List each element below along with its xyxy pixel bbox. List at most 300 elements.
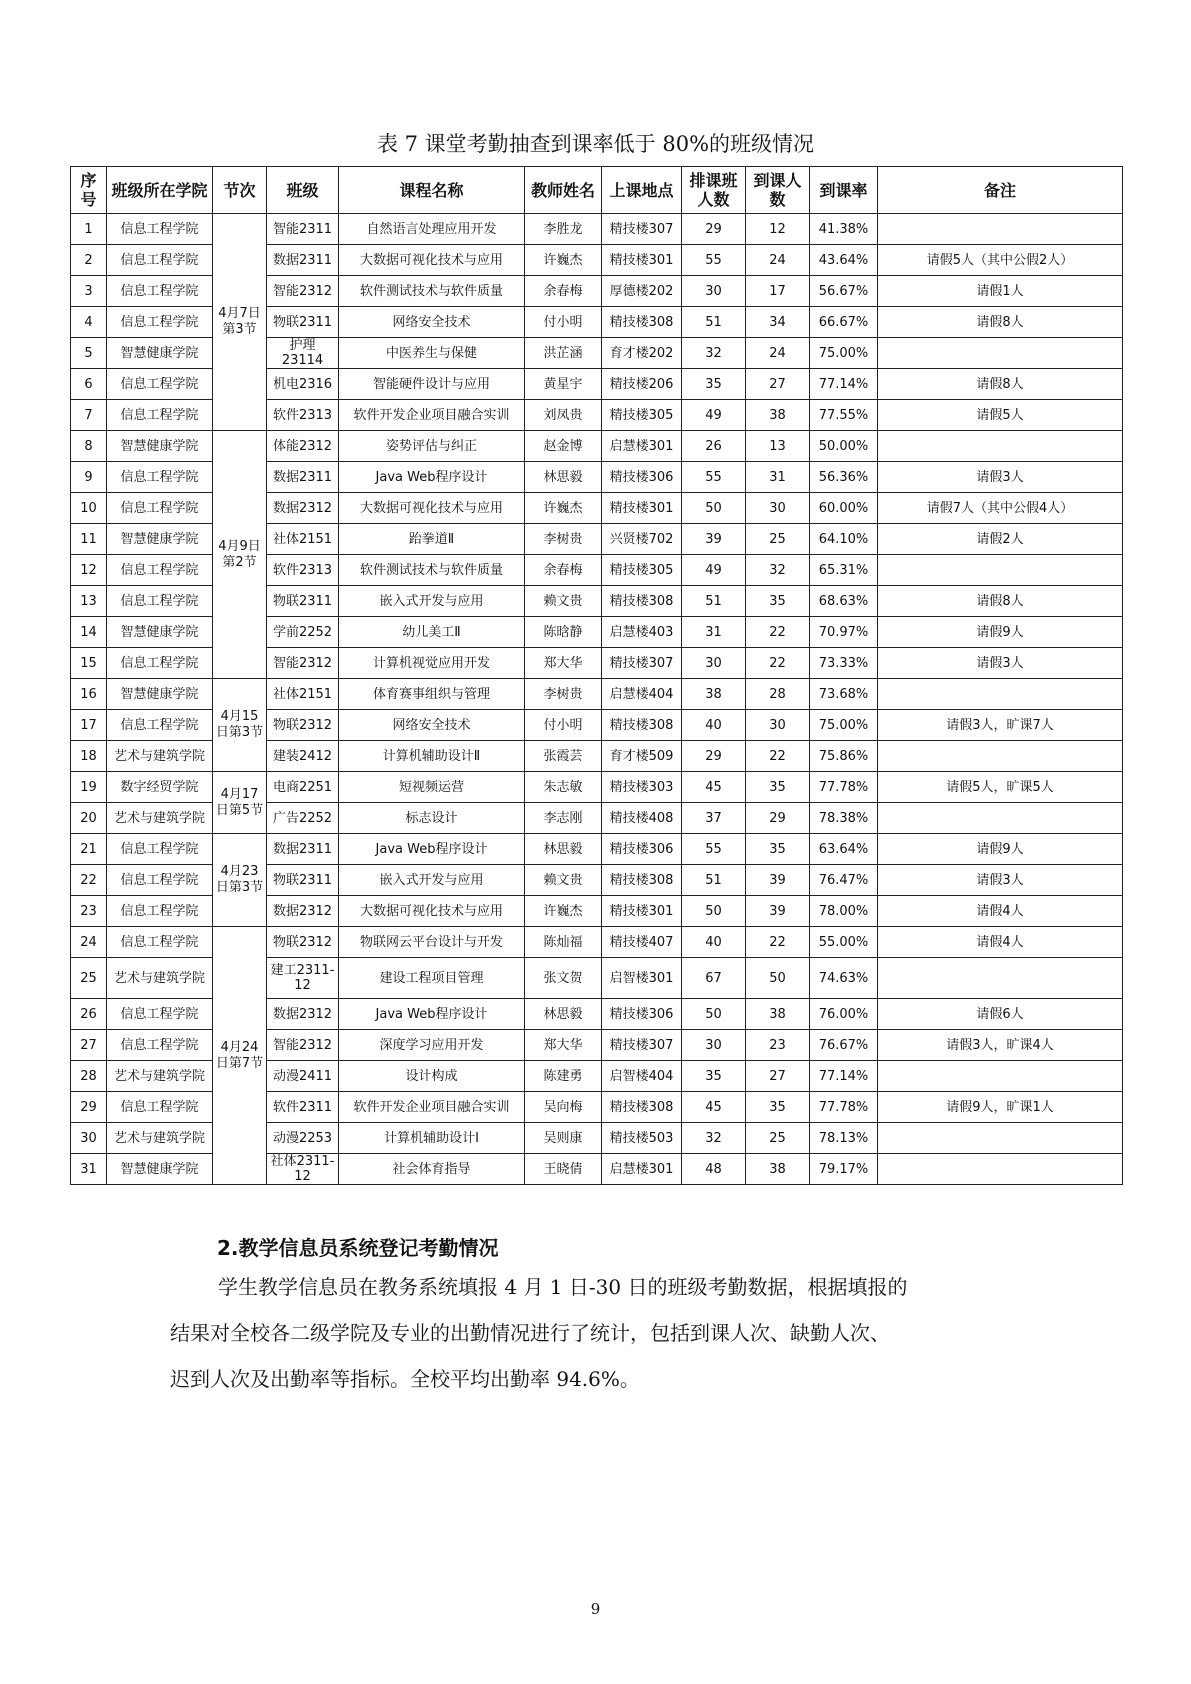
cell-teacher: 林思毅 bbox=[525, 834, 602, 865]
cell-college: 信息工程学院 bbox=[107, 493, 213, 524]
cell-location: 精技楼308 bbox=[602, 1092, 682, 1123]
cell-present: 25 bbox=[746, 1123, 810, 1154]
cell-rate: 77.14% bbox=[810, 369, 878, 400]
cell-rate: 66.67% bbox=[810, 307, 878, 338]
cell-note: 请假3人 bbox=[878, 865, 1123, 896]
cell-note: 请假3人，旷课4人 bbox=[878, 1030, 1123, 1061]
cell-location: 精技楼306 bbox=[602, 999, 682, 1030]
cell-course: Java Web程序设计 bbox=[339, 834, 525, 865]
cell-location: 精技楼307 bbox=[602, 648, 682, 679]
cell-teacher: 余春梅 bbox=[525, 276, 602, 307]
cell-present: 27 bbox=[746, 369, 810, 400]
cell-present: 35 bbox=[746, 586, 810, 617]
cell-rate: 50.00% bbox=[810, 431, 878, 462]
attendance-table bbox=[70, 166, 1123, 1185]
cell-scheduled: 51 bbox=[682, 307, 746, 338]
cell-class: 学前2252 bbox=[267, 617, 339, 648]
cell-present: 30 bbox=[746, 493, 810, 524]
cell-note: 请假8人 bbox=[878, 369, 1123, 400]
cell-seq: 15 bbox=[71, 648, 107, 679]
cell-scheduled: 35 bbox=[682, 1061, 746, 1092]
cell-college: 信息工程学院 bbox=[107, 1030, 213, 1061]
cell-course: 大数据可视化技术与应用 bbox=[339, 493, 525, 524]
cell-rate: 78.13% bbox=[810, 1123, 878, 1154]
cell-note: 请假3人 bbox=[878, 462, 1123, 493]
cell-note bbox=[878, 431, 1123, 462]
cell-scheduled: 55 bbox=[682, 462, 746, 493]
section-heading: 2.教学信息员系统登记考勤情况 bbox=[217, 1236, 499, 1260]
cell-course: 跆拳道Ⅱ bbox=[339, 524, 525, 555]
cell-teacher: 赖文贵 bbox=[525, 865, 602, 896]
cell-seq: 2 bbox=[71, 245, 107, 276]
cell-teacher: 王晓倩 bbox=[525, 1154, 602, 1185]
cell-rate: 76.67% bbox=[810, 1030, 878, 1061]
cell-location: 育才楼509 bbox=[602, 741, 682, 772]
cell-class: 护理23114 bbox=[267, 338, 339, 369]
cell-seq: 7 bbox=[71, 400, 107, 431]
cell-class: 社体2151 bbox=[267, 679, 339, 710]
cell-location: 精技楼307 bbox=[602, 1030, 682, 1061]
cell-teacher: 陈建勇 bbox=[525, 1061, 602, 1092]
cell-college: 艺术与建筑学院 bbox=[107, 803, 213, 834]
cell-scheduled: 29 bbox=[682, 214, 746, 245]
cell-teacher: 郑大华 bbox=[525, 1030, 602, 1061]
cell-college: 智慧健康学院 bbox=[107, 679, 213, 710]
cell-rate: 64.10% bbox=[810, 524, 878, 555]
cell-present: 31 bbox=[746, 462, 810, 493]
cell-scheduled: 40 bbox=[682, 927, 746, 958]
cell-location: 精技楼206 bbox=[602, 369, 682, 400]
cell-note: 请假9人 bbox=[878, 617, 1123, 648]
cell-note bbox=[878, 214, 1123, 245]
cell-location: 育才楼202 bbox=[602, 338, 682, 369]
page-number: 9 bbox=[590, 1600, 601, 1618]
cell-teacher: 吴则康 bbox=[525, 1123, 602, 1154]
paragraph-line: 结果对全校各二级学院及专业的出勤情况进行了统计，包括到课人次、缺勤人次、 bbox=[170, 1321, 890, 1345]
cell-scheduled: 30 bbox=[682, 1030, 746, 1061]
cell-course: 软件测试技术与软件质量 bbox=[339, 276, 525, 307]
header-class: 班级 bbox=[267, 167, 339, 214]
cell-class: 物联2312 bbox=[267, 710, 339, 741]
cell-rate: 77.55% bbox=[810, 400, 878, 431]
cell-present: 28 bbox=[746, 679, 810, 710]
cell-present: 38 bbox=[746, 999, 810, 1030]
cell-college: 信息工程学院 bbox=[107, 1092, 213, 1123]
cell-present: 34 bbox=[746, 307, 810, 338]
cell-location: 厚德楼202 bbox=[602, 276, 682, 307]
cell-course: 嵌入式开发与应用 bbox=[339, 865, 525, 896]
cell-class: 动漫2411 bbox=[267, 1061, 339, 1092]
header-session: 节次 bbox=[213, 167, 267, 214]
cell-note: 请假4人 bbox=[878, 927, 1123, 958]
cell-class: 建工2311-12 bbox=[267, 958, 339, 999]
cell-college: 信息工程学院 bbox=[107, 999, 213, 1030]
cell-course: 标志设计 bbox=[339, 803, 525, 834]
cell-teacher: 林思毅 bbox=[525, 462, 602, 493]
cell-scheduled: 30 bbox=[682, 648, 746, 679]
cell-present: 39 bbox=[746, 896, 810, 927]
cell-class: 智能2311 bbox=[267, 214, 339, 245]
cell-rate: 75.86% bbox=[810, 741, 878, 772]
cell-rate: 75.00% bbox=[810, 338, 878, 369]
cell-rate: 76.00% bbox=[810, 999, 878, 1030]
cell-seq: 20 bbox=[71, 803, 107, 834]
cell-seq: 27 bbox=[71, 1030, 107, 1061]
cell-note: 请假9人 bbox=[878, 834, 1123, 865]
cell-present: 22 bbox=[746, 927, 810, 958]
cell-college: 智慧健康学院 bbox=[107, 1154, 213, 1185]
cell-rate: 77.78% bbox=[810, 772, 878, 803]
cell-rate: 77.14% bbox=[810, 1061, 878, 1092]
cell-seq: 1 bbox=[71, 214, 107, 245]
body-paragraph bbox=[170, 1264, 1030, 1402]
cell-present: 24 bbox=[746, 245, 810, 276]
cell-seq: 28 bbox=[71, 1061, 107, 1092]
cell-session: 4月7日第3节 bbox=[213, 214, 267, 431]
cell-location: 启智楼301 bbox=[602, 958, 682, 999]
cell-class: 软件2313 bbox=[267, 555, 339, 586]
cell-seq: 23 bbox=[71, 896, 107, 927]
cell-note: 请假6人 bbox=[878, 999, 1123, 1030]
cell-seq: 26 bbox=[71, 999, 107, 1030]
cell-rate: 68.63% bbox=[810, 586, 878, 617]
cell-course: 物联网云平台设计与开发 bbox=[339, 927, 525, 958]
cell-seq: 8 bbox=[71, 431, 107, 462]
cell-college: 信息工程学院 bbox=[107, 307, 213, 338]
cell-seq: 22 bbox=[71, 865, 107, 896]
cell-college: 智慧健康学院 bbox=[107, 617, 213, 648]
cell-note: 请假5人（其中公假2人） bbox=[878, 245, 1123, 276]
cell-present: 35 bbox=[746, 772, 810, 803]
cell-location: 精技楼305 bbox=[602, 400, 682, 431]
cell-scheduled: 39 bbox=[682, 524, 746, 555]
cell-scheduled: 32 bbox=[682, 1123, 746, 1154]
table-body bbox=[71, 214, 1123, 1185]
paragraph-line: 学生教学信息员在教务系统填报 4 月 1 日-30 日的班级考勤数据，根据填报的 bbox=[218, 1275, 908, 1299]
cell-course: 软件开发企业项目融合实训 bbox=[339, 1092, 525, 1123]
cell-class: 智能2312 bbox=[267, 1030, 339, 1061]
header-teacher: 教师姓名 bbox=[525, 167, 602, 214]
cell-college: 艺术与建筑学院 bbox=[107, 958, 213, 999]
cell-present: 17 bbox=[746, 276, 810, 307]
cell-note: 请假3人 bbox=[878, 648, 1123, 679]
cell-note bbox=[878, 1123, 1123, 1154]
cell-class: 数据2311 bbox=[267, 834, 339, 865]
cell-college: 信息工程学院 bbox=[107, 648, 213, 679]
cell-class: 物联2311 bbox=[267, 307, 339, 338]
cell-college: 信息工程学院 bbox=[107, 896, 213, 927]
cell-rate: 70.97% bbox=[810, 617, 878, 648]
cell-note bbox=[878, 803, 1123, 834]
cell-scheduled: 49 bbox=[682, 400, 746, 431]
cell-college: 智慧健康学院 bbox=[107, 431, 213, 462]
cell-class: 数据2312 bbox=[267, 999, 339, 1030]
cell-class: 物联2311 bbox=[267, 865, 339, 896]
cell-note: 请假5人 bbox=[878, 400, 1123, 431]
cell-teacher: 许巍杰 bbox=[525, 896, 602, 927]
cell-scheduled: 30 bbox=[682, 276, 746, 307]
table-title: 表 7 课堂考勤抽查到课率低于 80%的班级情况 bbox=[376, 132, 815, 156]
cell-course: 软件测试技术与软件质量 bbox=[339, 555, 525, 586]
cell-location: 精技楼306 bbox=[602, 834, 682, 865]
cell-seq: 11 bbox=[71, 524, 107, 555]
cell-seq: 30 bbox=[71, 1123, 107, 1154]
cell-class: 社体2151 bbox=[267, 524, 339, 555]
cell-note bbox=[878, 958, 1123, 999]
cell-note bbox=[878, 1061, 1123, 1092]
cell-rate: 73.68% bbox=[810, 679, 878, 710]
cell-teacher: 许巍杰 bbox=[525, 493, 602, 524]
cell-teacher: 许巍杰 bbox=[525, 245, 602, 276]
cell-seq: 19 bbox=[71, 772, 107, 803]
cell-location: 精技楼408 bbox=[602, 803, 682, 834]
cell-college: 信息工程学院 bbox=[107, 865, 213, 896]
cell-class: 软件2313 bbox=[267, 400, 339, 431]
cell-college: 信息工程学院 bbox=[107, 555, 213, 586]
cell-course: 大数据可视化技术与应用 bbox=[339, 245, 525, 276]
cell-seq: 29 bbox=[71, 1092, 107, 1123]
cell-college: 信息工程学院 bbox=[107, 834, 213, 865]
header-present: 到课人数 bbox=[746, 167, 810, 214]
cell-teacher: 张文贺 bbox=[525, 958, 602, 999]
cell-location: 精技楼308 bbox=[602, 307, 682, 338]
cell-class: 智能2312 bbox=[267, 276, 339, 307]
cell-present: 22 bbox=[746, 741, 810, 772]
cell-session: 4月24日第7节 bbox=[213, 927, 267, 1185]
cell-scheduled: 45 bbox=[682, 1092, 746, 1123]
cell-present: 24 bbox=[746, 338, 810, 369]
cell-note bbox=[878, 338, 1123, 369]
cell-present: 13 bbox=[746, 431, 810, 462]
cell-class: 数据2312 bbox=[267, 493, 339, 524]
cell-present: 25 bbox=[746, 524, 810, 555]
paragraph-line: 迟到人次及出勤率等指标。全校平均出勤率 94.6%。 bbox=[170, 1367, 640, 1391]
cell-college: 信息工程学院 bbox=[107, 369, 213, 400]
cell-class: 机电2316 bbox=[267, 369, 339, 400]
cell-seq: 9 bbox=[71, 462, 107, 493]
cell-class: 数据2312 bbox=[267, 896, 339, 927]
cell-college: 信息工程学院 bbox=[107, 462, 213, 493]
table-header bbox=[71, 167, 1123, 214]
cell-course: 中医养生与保健 bbox=[339, 338, 525, 369]
cell-note: 请假7人（其中公假4人） bbox=[878, 493, 1123, 524]
cell-college: 艺术与建筑学院 bbox=[107, 741, 213, 772]
cell-present: 39 bbox=[746, 865, 810, 896]
cell-scheduled: 45 bbox=[682, 772, 746, 803]
cell-course: Java Web程序设计 bbox=[339, 999, 525, 1030]
cell-teacher: 李树贵 bbox=[525, 524, 602, 555]
cell-seq: 21 bbox=[71, 834, 107, 865]
cell-class: 电商2251 bbox=[267, 772, 339, 803]
cell-college: 信息工程学院 bbox=[107, 245, 213, 276]
cell-college: 信息工程学院 bbox=[107, 276, 213, 307]
cell-seq: 3 bbox=[71, 276, 107, 307]
cell-course: 计算机视觉应用开发 bbox=[339, 648, 525, 679]
cell-course: 网络安全技术 bbox=[339, 307, 525, 338]
cell-present: 38 bbox=[746, 400, 810, 431]
cell-seq: 4 bbox=[71, 307, 107, 338]
cell-note: 请假9人，旷课1人 bbox=[878, 1092, 1123, 1123]
cell-course: 计算机辅助设计Ⅱ bbox=[339, 741, 525, 772]
cell-location: 启慧楼301 bbox=[602, 1154, 682, 1185]
cell-course: 深度学习应用开发 bbox=[339, 1030, 525, 1061]
cell-present: 35 bbox=[746, 1092, 810, 1123]
cell-rate: 78.00% bbox=[810, 896, 878, 927]
cell-course: 体育赛事组织与管理 bbox=[339, 679, 525, 710]
header-rate: 到课率 bbox=[810, 167, 878, 214]
cell-teacher: 余春梅 bbox=[525, 555, 602, 586]
cell-college: 智慧健康学院 bbox=[107, 338, 213, 369]
cell-rate: 63.64% bbox=[810, 834, 878, 865]
cell-course: 智能硬件设计与应用 bbox=[339, 369, 525, 400]
cell-present: 30 bbox=[746, 710, 810, 741]
cell-present: 22 bbox=[746, 617, 810, 648]
cell-location: 启慧楼301 bbox=[602, 431, 682, 462]
cell-teacher: 赵金博 bbox=[525, 431, 602, 462]
cell-location: 精技楼301 bbox=[602, 896, 682, 927]
cell-seq: 13 bbox=[71, 586, 107, 617]
cell-present: 50 bbox=[746, 958, 810, 999]
cell-teacher: 郑大华 bbox=[525, 648, 602, 679]
cell-scheduled: 51 bbox=[682, 865, 746, 896]
cell-note bbox=[878, 679, 1123, 710]
cell-seq: 24 bbox=[71, 927, 107, 958]
cell-seq: 16 bbox=[71, 679, 107, 710]
cell-teacher: 陈灿福 bbox=[525, 927, 602, 958]
cell-teacher: 张霞芸 bbox=[525, 741, 602, 772]
cell-location: 精技楼307 bbox=[602, 214, 682, 245]
cell-note: 请假5人，旷课5人 bbox=[878, 772, 1123, 803]
cell-class: 社体2311-12 bbox=[267, 1154, 339, 1185]
cell-session: 4月15日第3节 bbox=[213, 679, 267, 772]
cell-location: 兴贤楼702 bbox=[602, 524, 682, 555]
cell-course: 自然语言处理应用开发 bbox=[339, 214, 525, 245]
cell-college: 数字经贸学院 bbox=[107, 772, 213, 803]
cell-note: 请假3人，旷课7人 bbox=[878, 710, 1123, 741]
cell-present: 27 bbox=[746, 1061, 810, 1092]
cell-class: 物联2311 bbox=[267, 586, 339, 617]
cell-rate: 76.47% bbox=[810, 865, 878, 896]
cell-teacher: 李树贵 bbox=[525, 679, 602, 710]
cell-note: 请假8人 bbox=[878, 307, 1123, 338]
cell-location: 启智楼404 bbox=[602, 1061, 682, 1092]
header-course: 课程名称 bbox=[339, 167, 525, 214]
table-row bbox=[71, 214, 1123, 245]
cell-teacher: 赖文贵 bbox=[525, 586, 602, 617]
header-scheduled: 排课班人数 bbox=[682, 167, 746, 214]
cell-seq: 10 bbox=[71, 493, 107, 524]
cell-note: 请假4人 bbox=[878, 896, 1123, 927]
cell-class: 动漫2253 bbox=[267, 1123, 339, 1154]
cell-location: 精技楼305 bbox=[602, 555, 682, 586]
cell-location: 启慧楼403 bbox=[602, 617, 682, 648]
cell-scheduled: 51 bbox=[682, 586, 746, 617]
cell-teacher: 付小明 bbox=[525, 710, 602, 741]
cell-teacher: 李志刚 bbox=[525, 803, 602, 834]
cell-location: 精技楼308 bbox=[602, 586, 682, 617]
cell-class: 建装2412 bbox=[267, 741, 339, 772]
cell-course: 建设工程项目管理 bbox=[339, 958, 525, 999]
cell-rate: 73.33% bbox=[810, 648, 878, 679]
cell-present: 35 bbox=[746, 834, 810, 865]
header-college: 班级所在学院 bbox=[107, 167, 213, 214]
cell-teacher: 林思毅 bbox=[525, 999, 602, 1030]
cell-scheduled: 67 bbox=[682, 958, 746, 999]
cell-course: 设计构成 bbox=[339, 1061, 525, 1092]
cell-rate: 75.00% bbox=[810, 710, 878, 741]
cell-scheduled: 50 bbox=[682, 896, 746, 927]
cell-teacher: 朱志敏 bbox=[525, 772, 602, 803]
cell-rate: 56.67% bbox=[810, 276, 878, 307]
cell-location: 精技楼301 bbox=[602, 493, 682, 524]
cell-session: 4月23日第3节 bbox=[213, 834, 267, 927]
cell-session: 4月9日第2节 bbox=[213, 431, 267, 679]
cell-class: 广告2252 bbox=[267, 803, 339, 834]
cell-present: 12 bbox=[746, 214, 810, 245]
cell-scheduled: 31 bbox=[682, 617, 746, 648]
cell-location: 精技楼308 bbox=[602, 710, 682, 741]
cell-course: 幼儿美工Ⅱ bbox=[339, 617, 525, 648]
cell-course: 姿势评估与纠正 bbox=[339, 431, 525, 462]
cell-rate: 77.78% bbox=[810, 1092, 878, 1123]
cell-rate: 41.38% bbox=[810, 214, 878, 245]
cell-class: 数据2311 bbox=[267, 245, 339, 276]
cell-rate: 55.00% bbox=[810, 927, 878, 958]
cell-scheduled: 55 bbox=[682, 245, 746, 276]
cell-college: 信息工程学院 bbox=[107, 710, 213, 741]
cell-rate: 78.38% bbox=[810, 803, 878, 834]
cell-scheduled: 35 bbox=[682, 369, 746, 400]
cell-college: 信息工程学院 bbox=[107, 400, 213, 431]
cell-present: 38 bbox=[746, 1154, 810, 1185]
cell-note: 请假8人 bbox=[878, 586, 1123, 617]
cell-note bbox=[878, 1154, 1123, 1185]
cell-teacher: 黄星宇 bbox=[525, 369, 602, 400]
cell-class: 体能2312 bbox=[267, 431, 339, 462]
cell-teacher: 洪芷涵 bbox=[525, 338, 602, 369]
cell-scheduled: 29 bbox=[682, 741, 746, 772]
cell-location: 精技楼301 bbox=[602, 245, 682, 276]
cell-seq: 12 bbox=[71, 555, 107, 586]
cell-location: 精技楼503 bbox=[602, 1123, 682, 1154]
cell-note bbox=[878, 555, 1123, 586]
cell-seq: 6 bbox=[71, 369, 107, 400]
cell-teacher: 吴向梅 bbox=[525, 1092, 602, 1123]
cell-location: 精技楼407 bbox=[602, 927, 682, 958]
cell-class: 软件2311 bbox=[267, 1092, 339, 1123]
header-seq: 序号 bbox=[71, 167, 107, 214]
table-row bbox=[71, 927, 1123, 958]
cell-teacher: 陈晗静 bbox=[525, 617, 602, 648]
cell-note bbox=[878, 741, 1123, 772]
cell-present: 29 bbox=[746, 803, 810, 834]
cell-scheduled: 55 bbox=[682, 834, 746, 865]
cell-class: 数据2311 bbox=[267, 462, 339, 493]
cell-course: 短视频运营 bbox=[339, 772, 525, 803]
cell-course: 计算机辅助设计Ⅰ bbox=[339, 1123, 525, 1154]
cell-course: Java Web程序设计 bbox=[339, 462, 525, 493]
cell-college: 智慧健康学院 bbox=[107, 524, 213, 555]
cell-rate: 60.00% bbox=[810, 493, 878, 524]
cell-scheduled: 50 bbox=[682, 999, 746, 1030]
cell-class: 物联2312 bbox=[267, 927, 339, 958]
cell-seq: 17 bbox=[71, 710, 107, 741]
cell-seq: 18 bbox=[71, 741, 107, 772]
header-note: 备注 bbox=[878, 167, 1123, 214]
cell-note: 请假1人 bbox=[878, 276, 1123, 307]
table-row bbox=[71, 431, 1123, 462]
cell-seq: 31 bbox=[71, 1154, 107, 1185]
